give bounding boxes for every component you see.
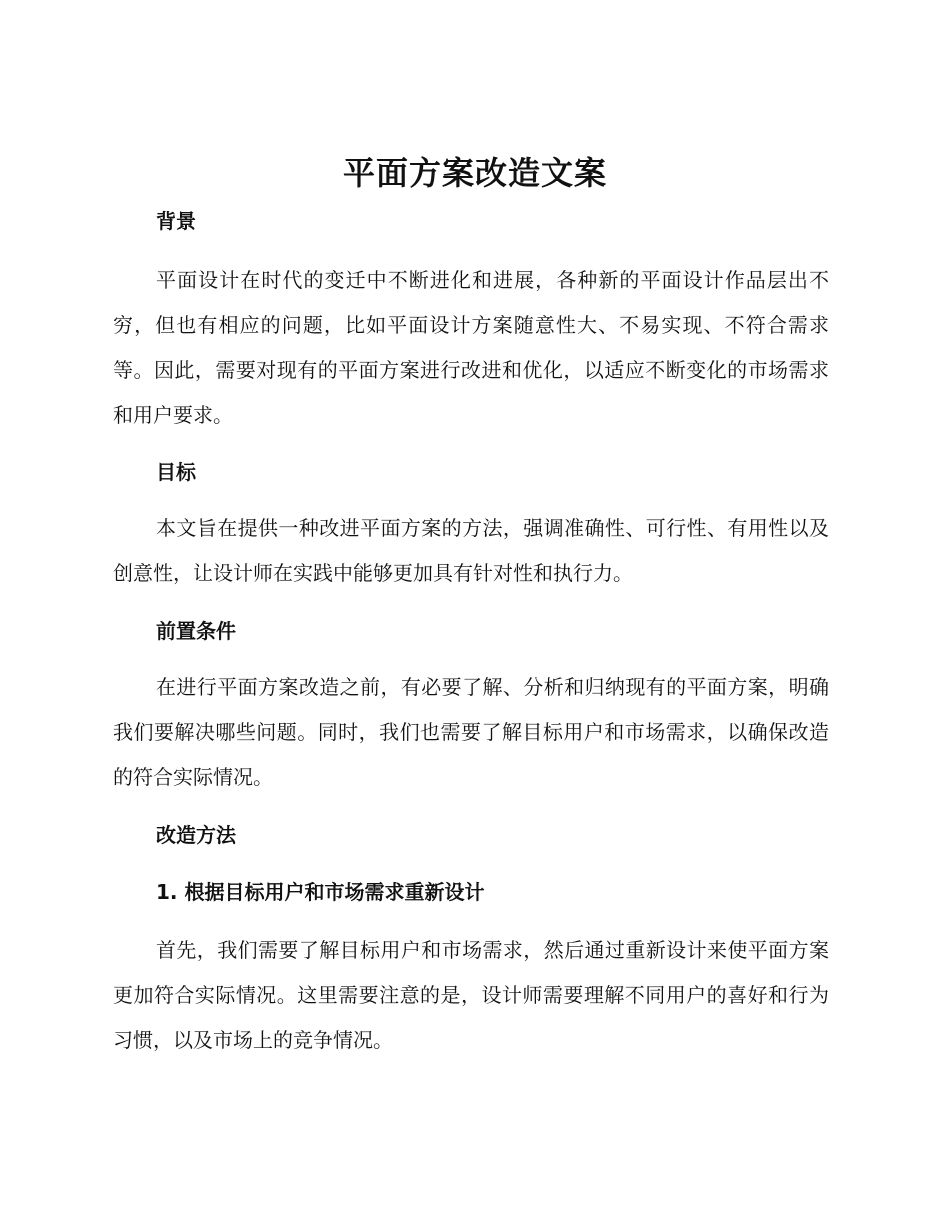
section-paragraph-background: 平面设计在时代的变迁中不断进化和进展，各种新的平面设计作品层出不穷，但也有相应的问题，比如平面设计方案随意性大、不易实现、不符合需求等。因此，需要对现有的平面方案进行改进和优化，以适应不断变化的市场需求和用户要求。 [113, 268, 829, 427]
section-heading-prerequisites: 前置条件 [156, 619, 236, 643]
subsection-paragraph-redesign: 首先，我们需要了解目标用户和市场需求，然后通过重新设计来使平面方案更加符合实际情况。这里需要注意的是，设计师需要理解不同用户的喜好和行为习惯，以及市场上的竞争情况。 [113, 938, 829, 1052]
section-heading-background: 背景 [156, 209, 196, 233]
section-heading-goal: 目标 [156, 460, 196, 484]
section-paragraph-prerequisites: 在进行平面方案改造之前，有必要了解、分析和归纳现有的平面方案，明确我们要解决哪些问题。同时，我们也需要了解目标用户和市场需求，以确保改造的符合实际情况。 [113, 675, 829, 789]
section-heading-methods: 改造方法 [156, 823, 236, 847]
subsection-heading-redesign: 1. 根据目标用户和市场需求重新设计 [156, 880, 485, 904]
section-paragraph-goal: 本文旨在提供一种改进平面方案的方法，强调准确性、可行性、有用性以及创意性，让设计师在实践中能够更加具有针对性和执行力。 [113, 516, 829, 585]
document-title: 平面方案改造文案 [342, 154, 607, 192]
